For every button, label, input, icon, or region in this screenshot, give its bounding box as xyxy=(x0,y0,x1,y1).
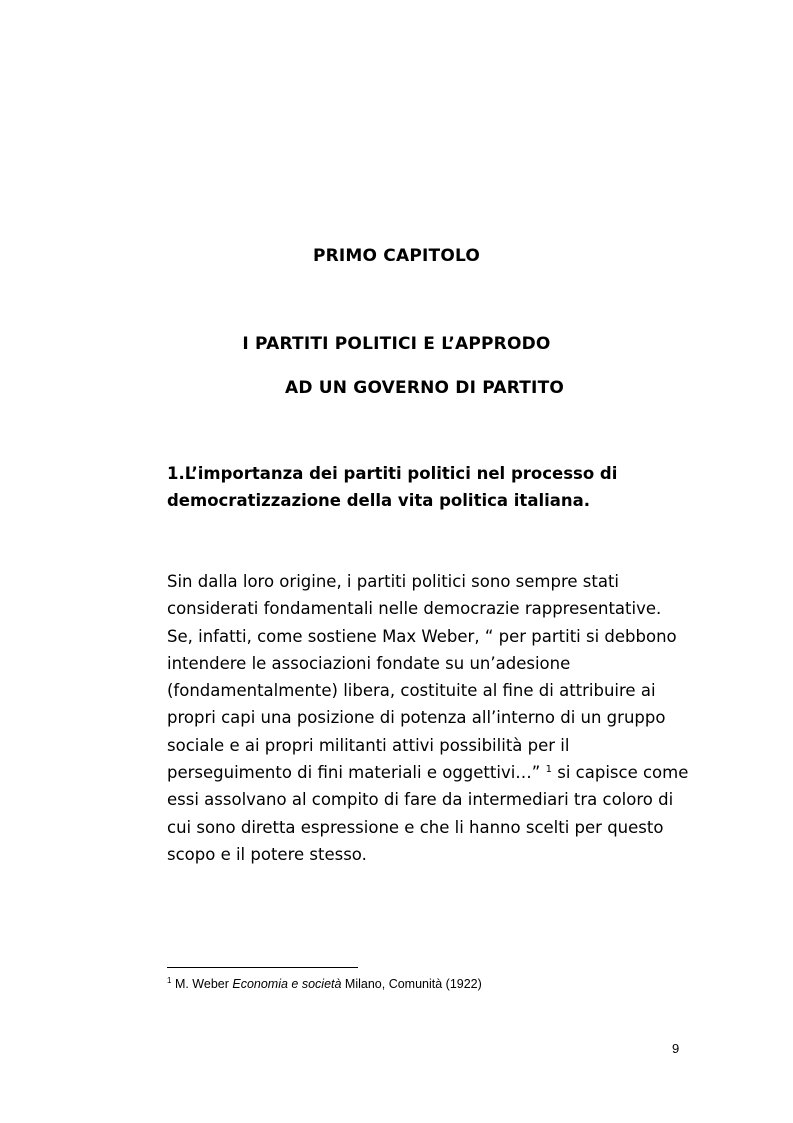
footnote-reference[interactable]: 1 xyxy=(545,764,552,776)
footnote-publication: Milano, Comunità (1922) xyxy=(341,977,482,991)
footnote-number: 1 xyxy=(167,976,172,985)
chapter-label: PRIMO CAPITOLO xyxy=(312,246,481,266)
chapter-title-line-1: I PARTITI POLITICI E L’APPRODO xyxy=(242,334,551,354)
footnote-author: M. Weber xyxy=(174,977,233,991)
body-line: scopo e il potere stesso. xyxy=(167,844,367,864)
body-paragraph xyxy=(167,568,707,868)
body-line: propri capi una posizione di potenza all’interno di un gruppo xyxy=(167,708,666,728)
body-line: cui sono diretta espressione e che li hanno scelti per questo xyxy=(167,817,664,837)
section-heading xyxy=(167,460,687,514)
footnote-separator xyxy=(167,967,358,968)
footnote xyxy=(167,977,482,991)
section-heading-line-2: democratizzazione della vita politica italiana. xyxy=(167,491,591,510)
body-line: Se, infatti, come sostiene Max Weber, “ per partiti si debbono xyxy=(167,626,677,646)
body-line-part: si capisce come xyxy=(557,763,689,783)
body-line: considerati fondamentali nelle democrazie rappresentative. xyxy=(167,599,662,619)
body-line: essi assolvano al compito di fare da intermediari tra coloro di xyxy=(167,790,674,810)
body-line: sociale e ai propri militanti attivi possibilità per il xyxy=(167,735,570,755)
body-line: intendere le associazioni fondate su un’adesione xyxy=(167,653,571,673)
body-line: Sin dalla loro origine, i partiti politici sono sempre stati xyxy=(167,572,620,591)
body-line-with-footnote xyxy=(167,759,707,786)
section-heading-line-1: 1.L’importanza dei partiti politici nel processo di xyxy=(167,464,618,483)
body-line: (fondamentalmente) libera, costituite al fine di attribuire ai xyxy=(167,681,656,701)
body-line-part: perseguimento di fini materiali e oggettivi…” xyxy=(167,763,546,783)
footnote-work-title: Economia e società xyxy=(232,977,342,991)
page-number: 9 xyxy=(672,1041,680,1056)
chapter-title-line-2: AD UN GOVERNO DI PARTITO xyxy=(284,378,565,398)
